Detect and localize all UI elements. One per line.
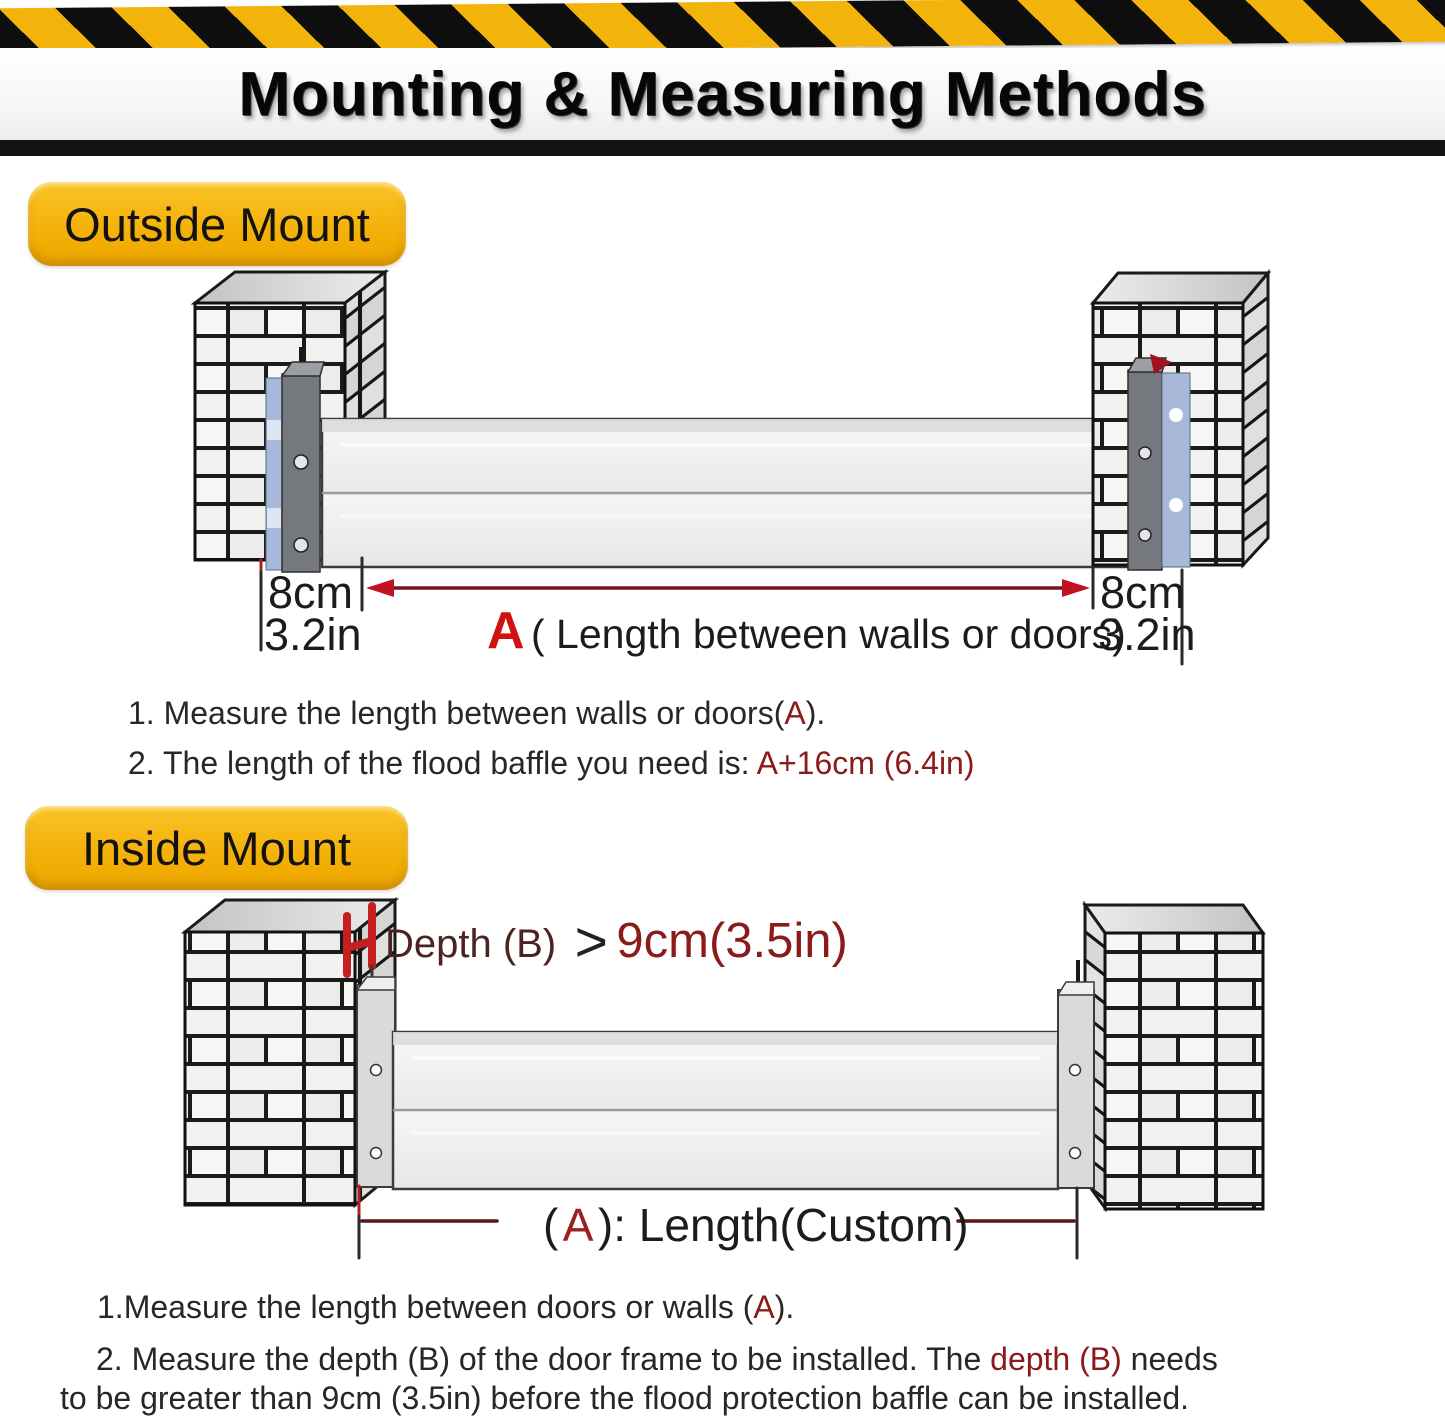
outside-step-2 (128, 744, 975, 783)
inside-step-2-end: to be greater than 9cm (3.5in) before the flood protection baffle can be installed. (60, 1380, 1190, 1417)
dim-right-cm: 8cm (1100, 567, 1186, 618)
dim-left-cm: 8cm (268, 567, 354, 618)
inside-step-2-text: 2. Measure the depth (B) of the door frame to be installed. The (96, 1341, 991, 1377)
screw-hole (371, 1065, 382, 1076)
custom-length-open: ( (543, 1199, 559, 1251)
screw-hole (1139, 529, 1151, 541)
span-length-label (487, 602, 1126, 660)
inside-mount-label: Inside Mount (81, 821, 352, 875)
outside-left-bracket (282, 362, 324, 572)
screw-hole (1070, 1148, 1081, 1159)
screw-hole (1070, 1065, 1081, 1076)
outside-right-bracket (1128, 358, 1166, 570)
outside-left-seal-strip (266, 378, 282, 570)
inside-mount-diagram (185, 900, 1263, 1258)
outside-mount-diagram (195, 272, 1268, 664)
custom-length-label (543, 1199, 969, 1251)
screw-hole (294, 538, 308, 552)
inside-step-2-red: depth (B) (990, 1341, 1122, 1377)
screw-hole (371, 1148, 382, 1159)
outside-step-1-text: 1. Measure the length between walls or doors( (128, 695, 785, 731)
inside-right-channel (1058, 982, 1094, 1188)
greater-than-sign: > (574, 910, 608, 974)
inside-step-2 (60, 1340, 1425, 1418)
outside-step-2-text: 2. The length of the flood baffle you need is: (128, 745, 757, 781)
screw-hole (1139, 447, 1151, 459)
inside-flood-barrier-panel (393, 1032, 1058, 1189)
inside-step-1-text: 1.Measure the length between doors or walls ( (97, 1289, 754, 1325)
outside-flood-barrier-panel (322, 419, 1128, 567)
inside-right-pillar (1085, 905, 1263, 1209)
depth-label-value: 9cm(3.5in) (616, 914, 848, 968)
dim-right-inch: 3.2in (1098, 609, 1196, 660)
outside-right-seal-strip (1162, 373, 1190, 567)
inside-step-1-end: ). (774, 1289, 795, 1325)
screw-hole (294, 455, 308, 469)
inside-step-2-mid: needs (1121, 1341, 1218, 1377)
dim-left-inch: 3.2in (264, 609, 362, 660)
depth-label (385, 910, 848, 974)
inside-step-1 (97, 1288, 794, 1327)
inside-left-channel (357, 977, 395, 1187)
depth-label-name: Depth (B) (385, 922, 557, 966)
outside-mount-label: Outside Mount (64, 197, 370, 251)
inside-step-1-red: A (753, 1289, 775, 1325)
outside-step-1-red: A (784, 695, 806, 731)
outside-step-2-red: A+16cm (6.4in) (756, 745, 975, 781)
outside-step-1 (128, 694, 825, 733)
custom-length-A: A (562, 1199, 594, 1251)
custom-length-text: ): Length(Custom) (597, 1199, 969, 1251)
page-title: Mounting & Measuring Methods (238, 59, 1207, 129)
span-length-text: ( Length between walls or doors) (531, 611, 1126, 657)
outside-step-1-end: ). (805, 695, 826, 731)
span-length-A: A (487, 602, 525, 660)
